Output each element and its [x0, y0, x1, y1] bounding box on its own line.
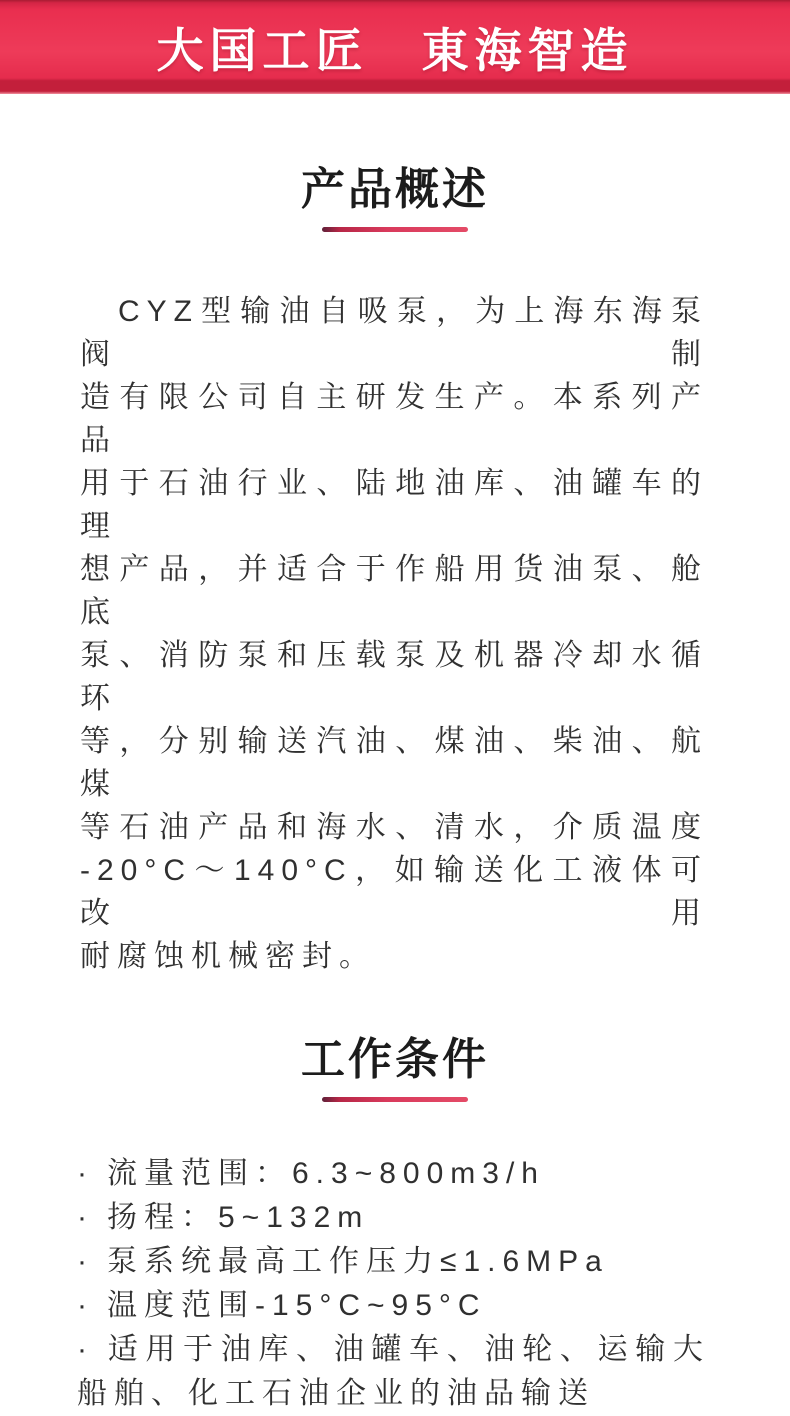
list-item-text: 扬程：5~132m: [107, 1201, 370, 1234]
paragraph-line: 等石油产品和海水、清水，介质温度: [80, 811, 708, 844]
conditions-heading: 工作条件: [301, 1035, 489, 1084]
list-item-text: 泵系统最高工作压力≤1.6MPa: [107, 1245, 609, 1278]
bullet-marker: ·: [77, 1201, 94, 1234]
paragraph-line: CYZ型输油自吸泵，为上海东海泵阀制: [80, 295, 708, 371]
list-item: [77, 1284, 710, 1328]
list-item-text: 温度范围-15°C~95°C: [107, 1289, 487, 1322]
overview-paragraph: [80, 290, 708, 978]
overview-heading: 产品概述: [301, 165, 489, 214]
brand-banner: [0, 0, 790, 94]
paragraph-line: 泵、消防泵和压载泵及机器冷却水循环: [80, 639, 708, 715]
paragraph-line: 等，分别输送汽油、煤油、柴油、航煤: [80, 725, 708, 801]
paragraph-line: 耐腐蚀机械密封。: [80, 940, 376, 973]
conditions-section: [0, 1034, 790, 1416]
list-item: [77, 1196, 710, 1240]
paragraph-line: 造有限公司自主研发生产。本系列产品: [80, 381, 708, 457]
paragraph-line: 用于石油行业、陆地油库、油罐车的理: [80, 467, 708, 543]
overview-heading-underline: [322, 227, 468, 232]
bullet-marker: ·: [77, 1289, 94, 1322]
paragraph-line: 想产品，并适合于作船用货油泵、舱底: [80, 553, 708, 629]
list-item: [77, 1328, 710, 1416]
list-item: [77, 1152, 710, 1196]
bullet-marker: ·: [77, 1245, 94, 1278]
paragraph-line: -20°C～140°C，如输送化工液体可改用: [80, 854, 708, 930]
conditions-list: [0, 1152, 710, 1416]
bullet-marker: ·: [77, 1157, 94, 1190]
overview-section: [0, 164, 790, 978]
list-item: [77, 1240, 710, 1284]
bullet-marker: ·: [77, 1333, 94, 1366]
list-item-text: 流量范围：6.3~800m3/h: [107, 1157, 545, 1190]
list-item-text: 适用于油库、油罐车、油轮、运输大船舶、化工石油企业的油品输送: [77, 1333, 710, 1410]
banner-title: 大国工匠 東海智造: [156, 23, 634, 77]
conditions-heading-underline: [322, 1097, 468, 1102]
